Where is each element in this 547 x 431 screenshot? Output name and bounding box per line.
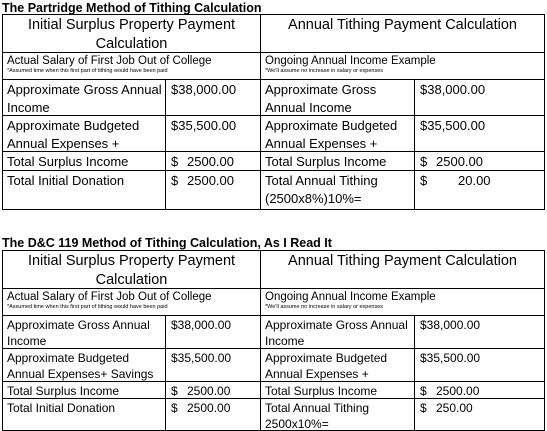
right-column-header: Annual Tithing Payment Calculation <box>261 251 544 289</box>
row-value <box>166 171 261 209</box>
right-subheader <box>261 53 544 80</box>
row-label: Approximate Budgeted Annual Expenses+ Savings <box>3 349 166 382</box>
row-label: Approximate Gross Annual Income <box>261 80 415 116</box>
right-subheader-text: Ongoing Annual Income Example <box>265 291 436 303</box>
amount: 250.00 <box>436 401 473 415</box>
row-value <box>166 382 261 399</box>
row-label: Total Surplus Income <box>261 152 415 171</box>
left-footnote: *Assumed time when this first part of tithing would have been paid <box>7 68 168 74</box>
currency-symbol: $ <box>420 384 427 398</box>
currency-symbol: $ <box>420 154 428 169</box>
currency-symbol: $ <box>420 173 428 188</box>
row-value: $35,500.00 <box>166 349 261 382</box>
amount: 2500.00 <box>436 384 480 398</box>
row-label: Total Surplus Income <box>3 152 166 171</box>
row-value <box>415 171 544 209</box>
row-value <box>166 152 261 171</box>
row-value: $35,500.00 <box>415 116 544 152</box>
row-value <box>415 399 544 430</box>
row-label: Total Annual Tithing 2500x10%= <box>261 399 415 430</box>
row-value: $38,000.00 <box>166 316 261 349</box>
table-title: The D&C 119 Method of Tithing Calculation, As I Read It <box>2 236 332 250</box>
row-value: $38,000.00 <box>166 80 261 116</box>
row-label: Total Initial Donation <box>3 399 166 430</box>
row-value <box>166 399 261 430</box>
right-subheader <box>261 289 544 316</box>
amount: 2500.00 <box>187 154 234 169</box>
row-label: Approximate Gross Annual Income <box>261 316 415 349</box>
right-column-header: Annual Tithing Payment Calculation <box>261 15 544 53</box>
row-label: Total Initial Donation <box>3 171 166 209</box>
row-value: $38,000.00 <box>415 316 544 349</box>
left-subheader-text: Actual Salary of First Job Out of College <box>7 55 212 67</box>
amount: 2500.00 <box>187 384 231 398</box>
row-label: Approximate Budgeted Annual Expenses + <box>261 349 415 382</box>
right-subheader-text: Ongoing Annual Income Example <box>265 55 436 67</box>
row-value: $35,500.00 <box>415 349 544 382</box>
row-label: Total Annual Tithing (2500x8%)10%= <box>261 171 415 209</box>
row-label: Total Surplus Income <box>261 382 415 399</box>
row-value <box>415 382 544 399</box>
amount: 2500.00 <box>187 173 234 188</box>
row-value: $38,000.00 <box>415 80 544 116</box>
row-value <box>415 152 544 171</box>
left-subheader-text: Actual Salary of First Job Out of College <box>7 291 212 303</box>
amount: 2500.00 <box>187 401 231 415</box>
left-column-header: Initial Surplus Property Payment Calculation <box>3 15 261 53</box>
currency-symbol: $ <box>171 384 178 398</box>
row-label: Approximate Gross Annual Income <box>3 80 166 116</box>
row-label: Approximate Budgeted Annual Expenses + <box>261 116 415 152</box>
right-footnote: *We'll assume no increase in salary or expenses <box>265 68 384 74</box>
row-label: Approximate Gross Annual Income <box>3 316 166 349</box>
row-label: Approximate Budgeted Annual Expenses + <box>3 116 166 152</box>
table-title: The Partridge Method of Tithing Calculation <box>2 1 262 15</box>
currency-symbol: $ <box>171 173 179 188</box>
left-subheader <box>3 53 261 80</box>
tithing-table-partridge <box>2 14 545 210</box>
right-footnote: *We'll assume no increase in salary or expenses <box>265 304 384 310</box>
row-value: $35,500.00 <box>166 116 261 152</box>
left-footnote: *Assumed time when this first part of tithing would have been paid <box>7 304 168 310</box>
amount: 2500.00 <box>436 154 483 169</box>
left-column-header: Initial Surplus Property Payment Calculation <box>3 251 261 289</box>
currency-symbol: $ <box>420 401 427 415</box>
left-subheader <box>3 289 261 316</box>
row-label: Total Surplus Income <box>3 382 166 399</box>
currency-symbol: $ <box>171 401 178 415</box>
tithing-table-dc119 <box>2 250 545 431</box>
amount: 20.00 <box>458 173 491 188</box>
currency-symbol: $ <box>171 154 179 169</box>
